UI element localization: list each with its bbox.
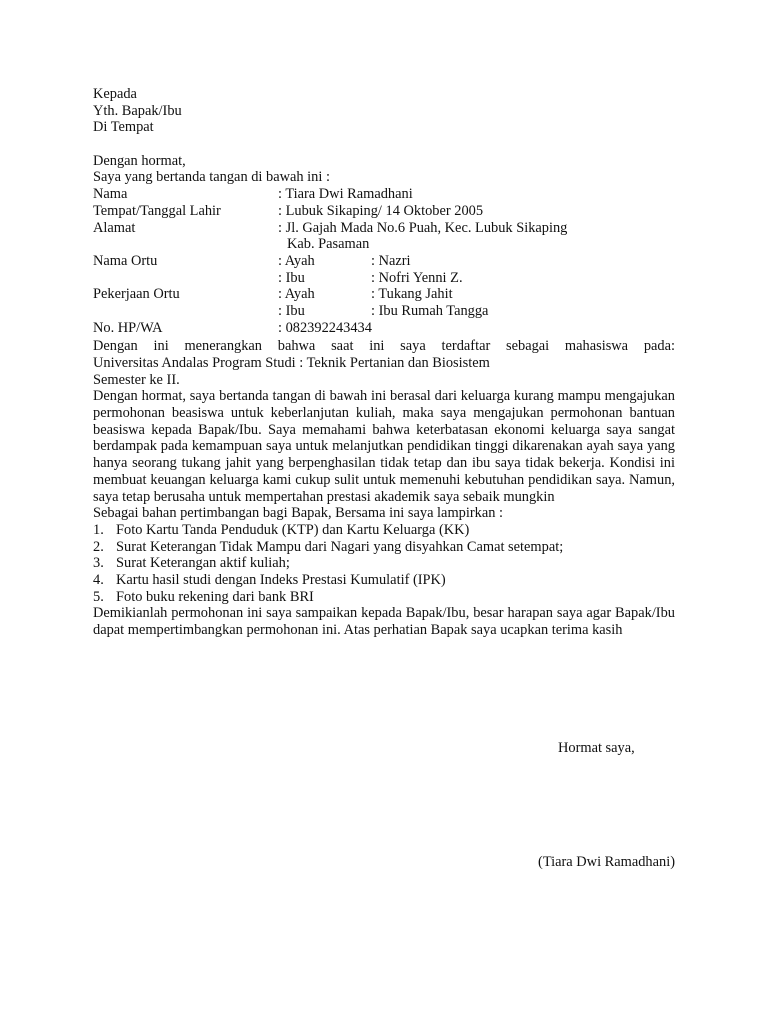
father-name: : Nazri [371, 252, 411, 269]
list-item [93, 589, 675, 606]
list-item-number: 4. [93, 572, 104, 589]
statement-line-1: Dengan ini menerangkan bahwa saat ini saya terdaftar sebagai mahasiswa pada: [93, 338, 675, 355]
mother-job-prefix: : Ibu [278, 302, 305, 319]
name-label: Nama [93, 186, 128, 203]
statement-line-3: Semester ke II. [93, 371, 180, 388]
list-item [93, 572, 675, 589]
mother-name: : Nofri Yenni Z. [371, 269, 463, 286]
list-item [93, 539, 675, 556]
identity-row-name [93, 186, 675, 203]
identity-row-job [93, 286, 675, 303]
identity-row-mother [93, 270, 675, 287]
address-value-1: : Jl. Gajah Mada No.6 Puah, Kec. Lubuk Sikaping [278, 219, 568, 236]
attachments-list [93, 522, 675, 605]
closing-paragraph: Demikianlah permohonan ini saya sampaikan kepada Bapak/Ibu, besar harapan saya agar Bapak/Ibu dapat mempertimbangkan permohonan ini. Atas perhatian Bapak saya ucapkan terima kasih [93, 605, 675, 639]
phone-value: : 082392243434 [278, 319, 372, 336]
list-item-text: Surat Keterangan Tidak Mampu dari Nagari yang disyahkan Camat setempat; [116, 538, 564, 555]
statement-block [93, 338, 675, 388]
list-item-text: Surat Keterangan aktif kuliah; [116, 555, 290, 572]
signature-name: (Tiara Dwi Ramadhani) [538, 854, 675, 870]
statement-line-2: Universitas Andalas Program Studi : Teknik Pertanian dan Biosistem [93, 355, 490, 371]
mother-job: : Ibu Rumah Tangga [371, 302, 489, 319]
name-value: : Tiara Dwi Ramadhani [278, 186, 413, 203]
closing-salutation: Hormat saya, [558, 740, 635, 756]
greeting: Dengan hormat, [93, 152, 186, 169]
mother-prefix: : Ibu [278, 269, 305, 286]
birth-label: Tempat/Tanggal Lahir [93, 202, 221, 219]
intro-line: Saya yang bertanda tangan di bawah ini : [93, 169, 330, 186]
list-item-number: 2. [93, 538, 104, 555]
recipient-addressee: Yth. Bapak/Ibu [93, 102, 182, 119]
birth-value: : Lubuk Sikaping/ 14 Oktober 2005 [278, 202, 484, 219]
list-item-text: Foto Kartu Tanda Penduduk (KTP) dan Kartu Keluarga (KK) [116, 521, 470, 538]
recipient-kepada: Kepada [93, 86, 137, 102]
list-item [93, 555, 675, 572]
father-prefix: : Ayah [278, 252, 315, 269]
spacer [93, 136, 675, 153]
list-item-number: 3. [93, 555, 104, 572]
job-label: Pekerjaan Ortu [93, 286, 180, 303]
body-paragraph: Dengan hormat, saya bertanda tangan di bawah ini berasal dari keluarga kurang mampu mengajukan permohonan beasiswa untuk keberlanjutan kuliah, maka saya mengajukan permohonan bantuan beasiswa kepada Bapak/Ibu. Saya memahami bahwa keterbatasan ekonomi keluarga saya sangat berdampak pada kemampuan saya untuk melanjutkan pendidikan tinggi dikarenakan ayah saya yang hanya seorang tukang jahit yang berpenghasilan tidak tetap dan ibu saya tidak bekerja. Kondisi ini membuat keuangan keluarga kami cukup sulit untuk memenuhi kebutuhan pendidikan saya. Namun, saya tetap berusaha untuk mempertahan prestasi akademik saya sebaik mungkin [93, 388, 675, 505]
parents-label: Nama Ortu [93, 252, 158, 269]
address-label: Alamat [93, 219, 136, 236]
identity-row-phone [93, 320, 675, 337]
identity-row-birth [93, 203, 675, 220]
list-item-text: Kartu hasil studi dengan Indeks Prestasi Kumulatif (IPK) [116, 572, 446, 589]
list-item-number: 1. [93, 521, 104, 538]
identity-row-mother-job [93, 303, 675, 320]
identity-block [93, 186, 675, 336]
father-job: : Tukang Jahit [371, 286, 453, 303]
identity-row-address-cont [93, 236, 675, 253]
father-job-prefix: : Ayah [278, 286, 315, 303]
phone-label: No. HP/WA [93, 319, 163, 336]
list-item-number: 5. [93, 588, 104, 605]
address-value-2: Kab. Pasaman [287, 236, 370, 253]
attachments-intro: Sebagai bahan pertimbangan bagi Bapak, Bersama ini saya lampirkan : [93, 505, 503, 522]
list-item-text: Foto buku rekening dari bank BRI [116, 588, 314, 605]
identity-row-address [93, 220, 675, 237]
recipient-place: Di Tempat [93, 119, 154, 136]
list-item [93, 522, 675, 539]
identity-row-parents [93, 253, 675, 270]
letter-body [93, 86, 675, 639]
